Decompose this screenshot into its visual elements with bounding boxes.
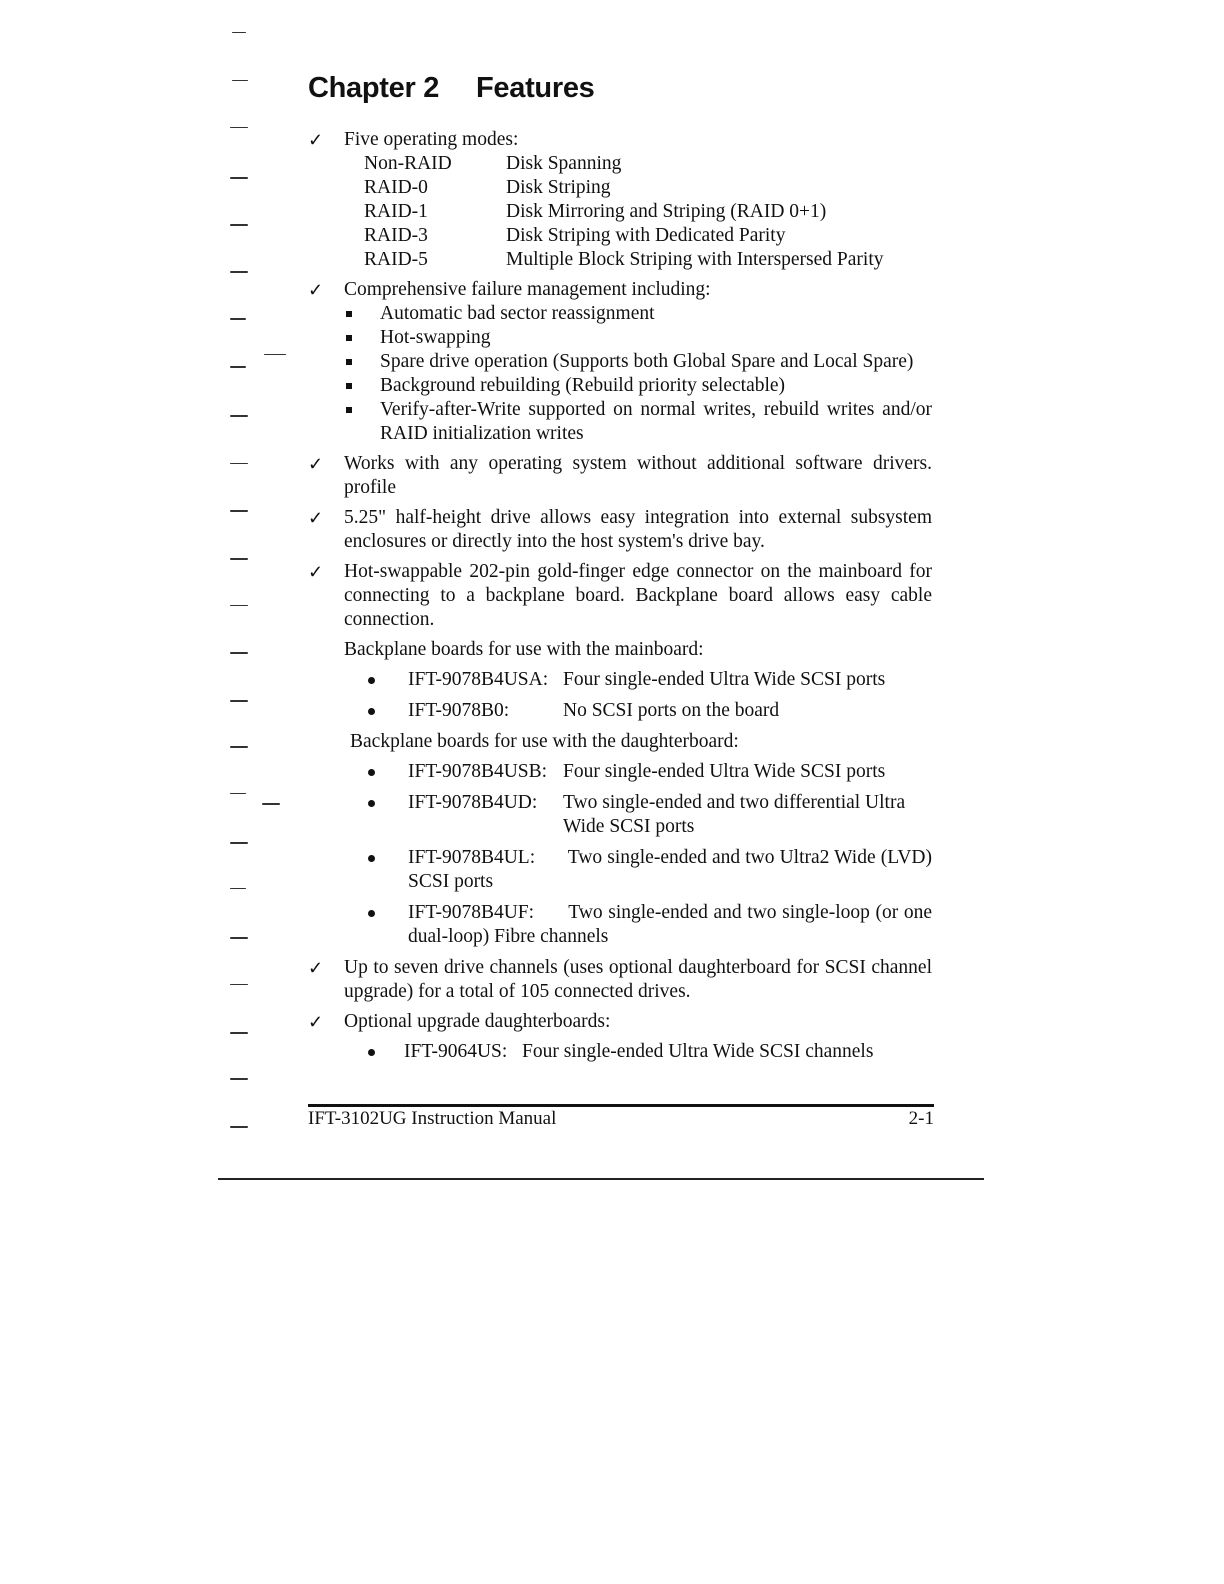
mode-name: RAID-1: [364, 201, 428, 222]
speck: [230, 127, 248, 128]
speck: [230, 746, 248, 748]
board-desc: Four single-ended Ultra Wide SCSI ports: [563, 761, 886, 782]
round-bullet-icon: [368, 800, 375, 807]
round-bullet-icon: [368, 708, 375, 715]
mode-desc: Disk Mirroring and Striping (RAID 0+1): [506, 201, 827, 222]
mode-name: RAID-0: [364, 177, 428, 198]
speck: [230, 177, 248, 179]
mode-desc: Disk Spanning: [506, 153, 622, 174]
feature-text: Five operating modes:: [344, 129, 519, 150]
feature-failure-management: [308, 278, 932, 446]
speck: [262, 803, 280, 805]
checkmark-icon: ✓: [308, 130, 324, 150]
feature-hot-swappable: [308, 560, 932, 632]
checkmark-icon: ✓: [308, 508, 324, 528]
mode-row: [364, 176, 932, 200]
board-desc: Two single-ended and two Ultra2 Wide (LVD) SCSI ports: [408, 847, 932, 892]
speck: [230, 463, 248, 464]
feature-text: Hot-swappable 202-pin gold-finger edge connector on the mainboard for connecting to a backplane board. Backplane board allows easy cable connection.: [344, 561, 932, 630]
speck: [230, 271, 248, 273]
mode-desc: Disk Striping with Dedicated Parity: [506, 225, 786, 246]
round-bullet-icon: [368, 1049, 375, 1056]
feature-half-height: [308, 506, 932, 554]
mode-name: RAID-3: [364, 225, 428, 246]
round-bullet-icon: [368, 677, 375, 684]
feature-text: Up to seven drive channels (uses optional daughterboard for SCSI channel upgrade) for a total of 105 connected drives.: [344, 957, 932, 1002]
speck: [230, 1078, 248, 1080]
feature-upgrade-daughterboards: [308, 1010, 932, 1034]
mode-row: [364, 152, 932, 176]
board-item: [308, 791, 932, 839]
board-desc: Four single-ended Ultra Wide SCSI ports: [563, 669, 886, 690]
modes-table: [364, 152, 932, 272]
square-bullet-icon: [346, 311, 352, 317]
board-desc: Two single-ended and two differential Ultra Wide SCSI ports: [563, 792, 906, 837]
feature-text: Optional upgrade daughterboards:: [344, 1011, 611, 1032]
footer-rule: [308, 1104, 934, 1107]
board-model: IFT-9078B4UD:: [408, 792, 538, 813]
board-model: IFT-9078B0:: [408, 700, 510, 721]
board-desc: Two single-ended and two single-loop (or one dual-loop) Fibre channels: [408, 902, 932, 947]
speck: [230, 318, 246, 320]
feature-os-support: [308, 452, 932, 500]
speck: [230, 415, 248, 417]
mode-row: [364, 224, 932, 248]
checkmark-icon: ✓: [308, 562, 324, 582]
list-item-text: Background rebuilding (Rebuild priority selectable): [380, 375, 786, 396]
mode-row: [364, 248, 932, 272]
daughterboard-intro: Backplane boards for use with the daughterboard:: [350, 731, 739, 752]
speck: [230, 224, 248, 226]
speck: [230, 1126, 248, 1128]
mode-desc: Multiple Block Striping with Interspersed Parity: [506, 249, 884, 270]
board-model: IFT-9078B4UF:: [408, 902, 535, 923]
footer-page-number: 2-1: [908, 1108, 934, 1129]
speck: [230, 366, 246, 368]
round-bullet-icon: [368, 910, 375, 917]
board-item: [308, 760, 932, 784]
checkmark-icon: ✓: [308, 454, 324, 474]
mode-desc: Disk Striping: [506, 177, 611, 198]
board-item: [308, 846, 932, 894]
board-item: [308, 901, 932, 949]
feature-operating-modes: [308, 128, 932, 272]
checkmark-icon: ✓: [308, 1012, 324, 1032]
board-item: [308, 699, 932, 723]
feature-drive-channels: [308, 956, 932, 1004]
list-item: [344, 398, 932, 446]
failure-items: [344, 302, 932, 446]
speck: [230, 937, 248, 939]
square-bullet-icon: [346, 359, 352, 365]
footer-manual-title: IFT-3102UG Instruction Manual: [308, 1108, 557, 1129]
list-item-text: Automatic bad sector reassignment: [380, 303, 655, 324]
checkmark-icon: ✓: [308, 280, 324, 300]
chapter-heading: [308, 72, 595, 105]
checkmark-icon: ✓: [308, 958, 324, 978]
list-item: [344, 350, 932, 374]
list-item: [344, 374, 932, 398]
chapter-number: Chapter 2: [308, 72, 440, 104]
feature-text: 5.25" half-height drive allows easy integration into external subsystem enclosures or directly into the host system's drive bay.: [344, 507, 932, 552]
square-bullet-icon: [346, 407, 352, 413]
square-bullet-icon: [346, 383, 352, 389]
square-bullet-icon: [346, 335, 352, 341]
board-desc: Four single-ended Ultra Wide SCSI channels: [522, 1041, 874, 1062]
speck: [264, 354, 286, 355]
speck: [230, 605, 248, 606]
round-bullet-icon: [368, 769, 375, 776]
features-list: [308, 128, 932, 1064]
speck: [230, 888, 246, 889]
board-item: [308, 1040, 932, 1064]
board-model: IFT-9078B4USB:: [408, 761, 548, 782]
mainboard-intro: Backplane boards for use with the mainboard:: [344, 639, 704, 660]
list-item-text: Hot-swapping: [380, 327, 491, 348]
speck: [230, 700, 248, 702]
speck: [230, 558, 248, 560]
board-item: [308, 668, 932, 692]
feature-text: Works with any operating system without additional software drivers. profile: [344, 453, 932, 498]
speck: [230, 652, 248, 654]
speck: [232, 32, 246, 33]
board-model: IFT-9078B4UL:: [408, 847, 536, 868]
list-item-text: Verify-after-Write supported on normal writes, rebuild writes and/or RAID initialization writes: [380, 399, 932, 444]
feature-text: Comprehensive failure management including:: [344, 279, 711, 300]
list-item: [344, 302, 932, 326]
speck: [230, 510, 248, 512]
mode-row: [364, 200, 932, 224]
speck: [230, 984, 248, 985]
round-bullet-icon: [368, 855, 375, 862]
board-model: IFT-9064US:: [404, 1041, 508, 1062]
speck: [230, 842, 248, 844]
speck: [232, 80, 248, 81]
mode-name: RAID-5: [364, 249, 428, 270]
list-item: [344, 326, 932, 350]
mode-name: Non-RAID: [364, 153, 452, 174]
scan-edge-line: [218, 1178, 984, 1180]
speck: [230, 1032, 248, 1034]
board-model: IFT-9078B4USA:: [408, 669, 549, 690]
speck: [230, 793, 246, 794]
chapter-title: Features: [476, 72, 595, 104]
board-desc: No SCSI ports on the board: [563, 700, 780, 721]
list-item-text: Spare drive operation (Supports both Global Spare and Local Spare): [380, 351, 914, 372]
